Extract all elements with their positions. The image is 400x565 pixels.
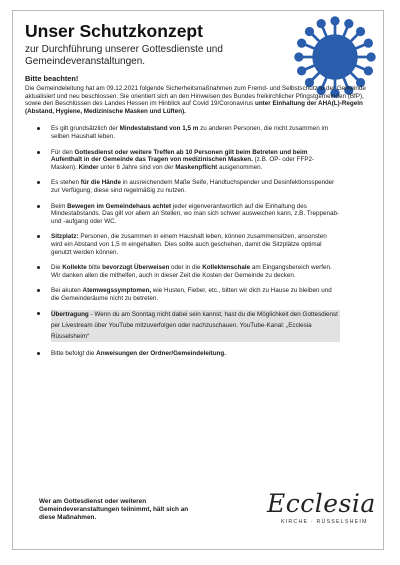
list-item: Für den Gottesdienst oder weitere Treffen ab 10 Personen gilt beim Betreten und beim Aufenthalt in der Gemeinde das Tragen von medizinischen Masken. (z.B. OP- oder FFP2-Masken). Kinder unter 6 Jahre sind von der Maskenpflicht ausgenommen.: [25, 149, 340, 172]
bullet-icon: [37, 289, 40, 292]
intro-text: Die Gemeindeleitung hat am 09.12.2021 folgende Sicherheitsmaßnahmen zum Fremd- und Selbstschutz in der Gemeinde aktualisiert und neu beschlossen. Sie orientiert sich an den Hinweisen des Bundes freikirchlicher Pfingstgemeinden (BfP), sowie den Beschlüssen des Landes Hessen im Hinblick auf Covid 19/Coronavirus: [25, 85, 366, 108]
bullet-icon: [37, 127, 40, 130]
rules-list: [25, 125, 340, 357]
bullet-icon: [37, 312, 40, 315]
intro-rules: unter Einhaltung der AHA(L)-Regeln (Abstand, Hygiene, Medizinische Masken und Lüften).: [25, 100, 363, 115]
content: [25, 21, 370, 366]
bullet-icon: [37, 352, 40, 355]
list-item: Die Kollekte bitte bevorzugt Überweisen oder in die Kollektenschale am Eingangsbereich werfen. Wir danken allen die mithelfen, auch in dieser Zeit die Kosten der Gemeinde zu decken.: [25, 264, 340, 279]
list-item: Sitzplatz: Personen, die zusammen in einem Haushalt leben, können zusammensitzen, ansonsten wird ein Abstand von 1,5 m eingehalten. Dies sollte auch geschehen, damit die Sitzplätze optimal genutzt werden können.: [25, 233, 340, 256]
bullet-icon: [37, 151, 40, 154]
bullet-icon: [37, 205, 40, 208]
list-item: Es stehen für die Hände in ausreichendem Maße Seife, Handtuchspender und Desinfektionsspender zur Verfügung; diese sind regelmäßig zu nutzen.: [25, 179, 340, 194]
page-title: Unser Schutzkonzept: [25, 21, 203, 41]
list-item: Es gilt grundsätzlich der Mindestabstand von 1,5 m zu anderen Personen, die nicht zusammen im selben Haushalt leben.: [25, 125, 340, 140]
closing-statement: Wer am Gottesdienst oder weiteren Gemeindeveranstaltungen teilnimmt, hält sich an diese Maßnahmen.: [39, 498, 189, 521]
list-item-livestream: Übertragung - Wenn du am Sonntag nicht dabei sein kannst, hast du die Möglichkeit den Gottesdienst per Livestream über YouTube mitzuverfolgen oder nachzuschauen. YouTube-Kanal: „Ecclesia Rüsselsheim“: [25, 310, 340, 342]
logo-script: Ecclesia: [267, 489, 376, 518]
list-item: Beim Bewegen im Gemeindehaus achtet jeder eigenverantwortlich auf die Einhaltung des Mindestabstands. Das gilt vor allem an Stellen, wo man sich schwer ausweichen kann, z.B. Treppenab- und -aufgang oder WC.: [25, 203, 340, 226]
notice-heading: Bitte beachten!: [25, 74, 79, 83]
list-item: Bei akuten Atemwegssymptomen, wie Husten, Fieber, etc., bitten wir dich zu Hause zu bleiben und die Gemeinderäume nicht zu betreten.: [25, 287, 340, 302]
logo-subtitle: KIRCHE · RÜSSELSHEIM: [281, 519, 368, 525]
list-item: Bitte befolgt die Anweisungen der Ordner/Gemeindeleitung.: [25, 350, 340, 358]
bullet-icon: [37, 181, 40, 184]
church-logo: [267, 489, 377, 543]
intro-paragraph: [25, 85, 370, 115]
subtitle: zur Durchführung unserer Gottesdienste und Gemeindeveranstaltungen.: [25, 44, 223, 67]
bullet-icon: [37, 266, 40, 269]
poster: [12, 10, 384, 550]
bullet-icon: [37, 235, 40, 238]
